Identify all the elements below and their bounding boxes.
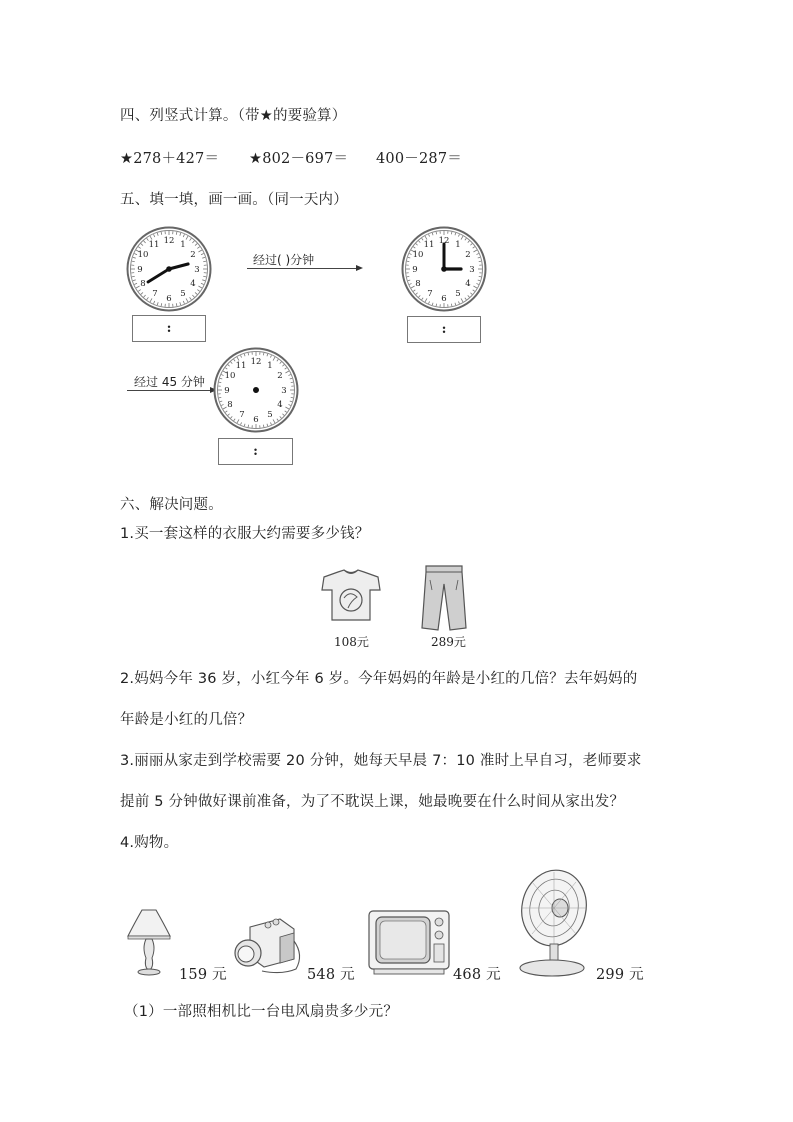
- question-4: 4.购物。: [120, 835, 179, 851]
- svg-text:6: 6: [441, 294, 447, 304]
- svg-text:6: 6: [166, 294, 172, 304]
- lamp-price: 159 元: [179, 967, 227, 983]
- question-3-line2: 提前 5 分钟做好课前准备，为了不耽误上课，她最晚要在什么时间从家出发？: [120, 794, 625, 810]
- elapsed-45-label: 经过 45 分钟: [134, 375, 205, 389]
- svg-text:7: 7: [239, 410, 245, 420]
- svg-text:10: 10: [137, 250, 149, 260]
- shirt-price: 108元: [334, 635, 369, 649]
- svg-text:8: 8: [140, 279, 146, 289]
- svg-text:4: 4: [190, 279, 196, 289]
- pants-icon: [420, 564, 468, 634]
- svg-text:1: 1: [180, 240, 186, 250]
- svg-text:3: 3: [281, 386, 287, 396]
- svg-text:11: 11: [423, 240, 435, 250]
- svg-text:5: 5: [180, 289, 186, 299]
- clock-icon-end: [401, 226, 487, 312]
- time-answer-box-2[interactable]: :: [407, 316, 481, 343]
- svg-text:1: 1: [455, 240, 461, 250]
- clock-icon-blank[interactable]: [213, 347, 299, 433]
- svg-text:12: 12: [163, 236, 175, 246]
- time-answer-box-3[interactable]: :: [218, 438, 293, 465]
- svg-text:9: 9: [224, 386, 230, 396]
- clock-icon-start: [126, 226, 212, 312]
- question-4-sub1: （1）一部照相机比一台电风扇贵多少元？: [124, 1004, 399, 1020]
- svg-text:12: 12: [250, 357, 262, 367]
- svg-text:3: 3: [469, 265, 475, 275]
- svg-text:10: 10: [224, 371, 236, 381]
- calc-problem-1: ★278＋427＝: [120, 151, 220, 167]
- question-2-line1: 2.妈妈今年 36 岁，小红今年 6 岁。今年妈妈的年龄是小红的几倍？去年妈妈的: [120, 671, 638, 687]
- shirt-icon: [320, 568, 382, 624]
- fan-price: 299 元: [596, 967, 644, 983]
- svg-text:11: 11: [148, 240, 160, 250]
- section6-heading: 六、解决问题。: [120, 497, 223, 513]
- section4-heading: 四、列竖式计算。（带★的要验算）: [120, 108, 347, 124]
- section5-heading: 五、填一填，画一画。（同一天内）: [120, 192, 348, 208]
- camera-price: 548 元: [307, 967, 355, 983]
- svg-text:4: 4: [465, 279, 471, 289]
- svg-text:8: 8: [227, 400, 233, 410]
- calc-problem-2: ★802－697＝: [249, 151, 349, 167]
- tv-icon: [368, 910, 450, 976]
- svg-text:6: 6: [253, 415, 259, 425]
- svg-text:2: 2: [190, 250, 196, 260]
- calc-problem-3: 400－287＝: [376, 151, 462, 167]
- svg-text:10: 10: [412, 250, 424, 260]
- svg-text:11: 11: [235, 361, 247, 371]
- fan-icon: [514, 868, 588, 978]
- svg-text:4: 4: [277, 400, 283, 410]
- svg-text:3: 3: [194, 265, 200, 275]
- pants-price: 289元: [431, 635, 466, 649]
- svg-text:7: 7: [427, 289, 433, 299]
- svg-text:8: 8: [415, 279, 421, 289]
- svg-text:2: 2: [277, 371, 283, 381]
- svg-text:2: 2: [465, 250, 471, 260]
- lamp-icon: [126, 908, 172, 976]
- arrow-head-icon: [356, 265, 363, 271]
- svg-text:1: 1: [267, 361, 273, 371]
- svg-text:9: 9: [137, 265, 143, 275]
- arrow-line-1: [247, 268, 357, 269]
- svg-text:7: 7: [152, 289, 158, 299]
- question-2-line2: 年龄是小红的几倍？: [120, 712, 253, 728]
- time-answer-box-1[interactable]: :: [132, 315, 206, 342]
- arrow-line-2: [127, 390, 211, 391]
- svg-text:12: 12: [438, 236, 450, 246]
- elapsed-minutes-label: 经过( )分钟: [253, 253, 315, 267]
- question-1: 1.买一套这样的衣服大约需要多少钱？: [120, 526, 370, 542]
- question-3-line1: 3.丽丽从家走到学校需要 20 分钟，她每天早晨 7：10 准时上早自习，老师要求: [120, 753, 642, 769]
- svg-text:9: 9: [412, 265, 418, 275]
- svg-text:5: 5: [267, 410, 273, 420]
- svg-text:5: 5: [455, 289, 461, 299]
- tv-price: 468 元: [453, 967, 501, 983]
- camera-icon: [232, 915, 304, 977]
